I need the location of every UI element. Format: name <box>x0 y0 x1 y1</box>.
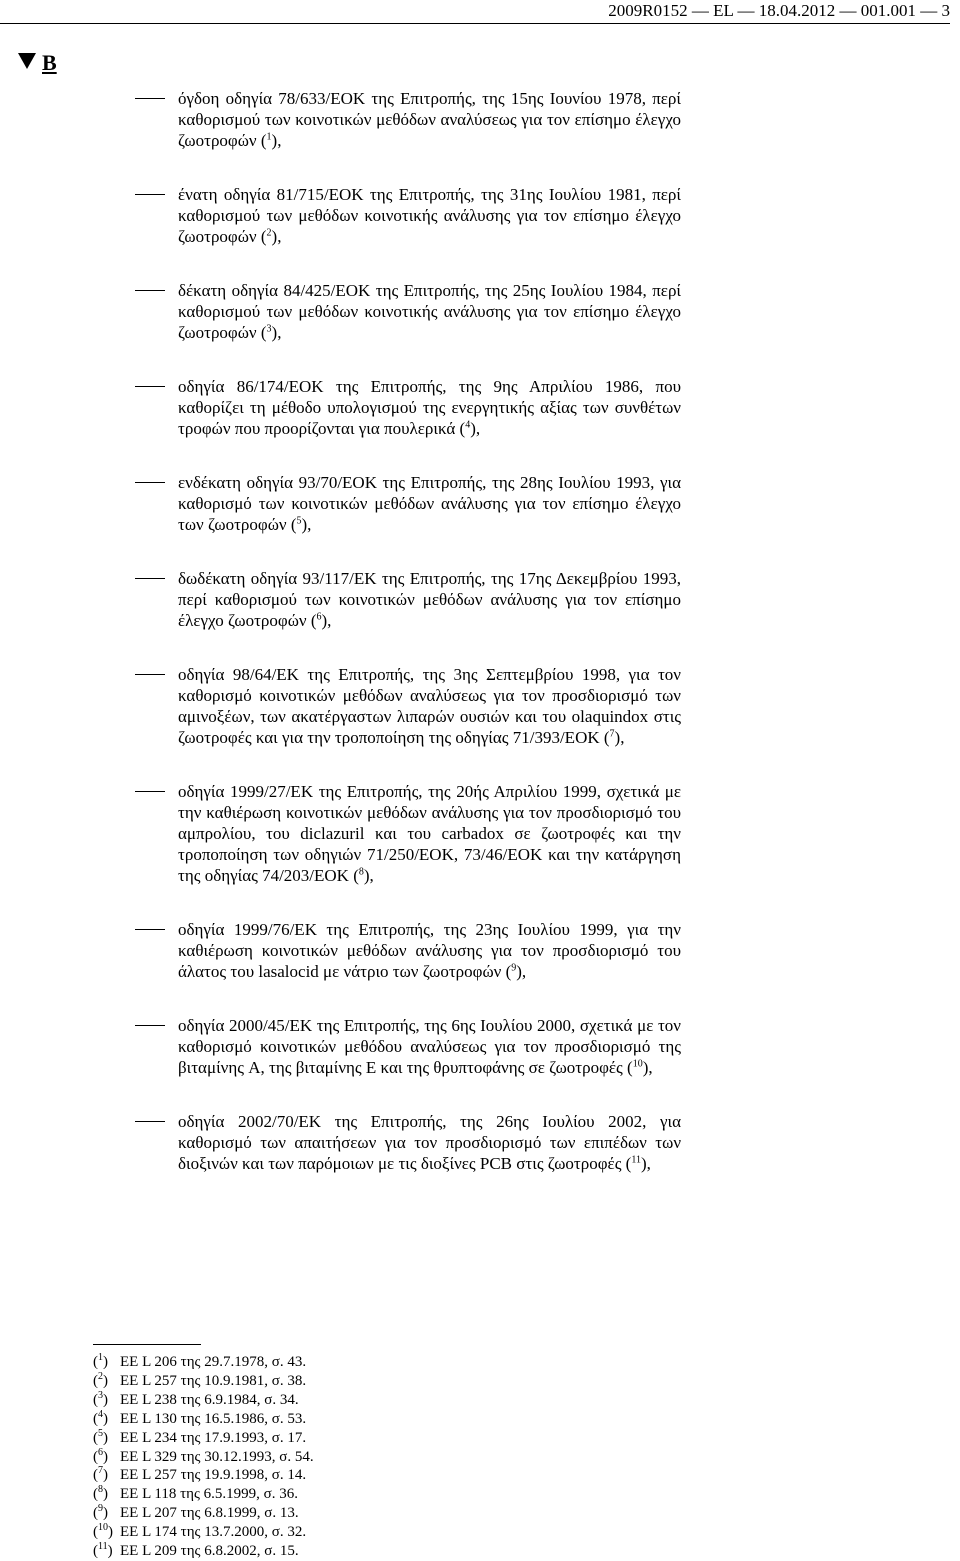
em-dash <box>135 674 165 675</box>
directive-entry <box>135 280 681 343</box>
footnote-ref[interactable]: 9 <box>511 962 517 974</box>
footnote-text: ΕΕ L 206 της 29.7.1978, σ. 43. <box>120 1354 307 1370</box>
footnote-text: ΕΕ L 174 της 13.7.2000, σ. 32. <box>120 1524 307 1541</box>
footnote-number: ($^7$) <box>93 1465 108 1484</box>
entry-text: οδηγία 1999/27/ΕΚ της Επιτροπής, της 20ής Απριλίου 1999, σχετικά με την καθιέρωση κοινοτικών μεθόδων ανάλυσης για τον προσδιορισμό του αμπρολίου, του diclazuril και του carbadox σε ζωοτροφές και την τροποποίηση των οδηγιών 71/250/ΕΟΚ, 73/46/ΕΟΚ και την κατάργηση της οδηγίας 74/203/ΕΟΚ ( <box>178 782 681 885</box>
directive-list <box>135 88 681 1207</box>
footnote-text: ΕΕ L 257 της 19.9.1998, σ. 14. <box>120 1467 307 1484</box>
footnote-number: ($^1$) <box>93 1352 108 1370</box>
footnote-number: ($^4$) <box>93 1408 108 1427</box>
em-dash <box>135 791 165 792</box>
footnote <box>93 1372 493 1391</box>
directive-entry <box>135 568 681 631</box>
footnote-ref[interactable]: 7 <box>609 728 615 740</box>
directive-entry <box>135 1111 681 1174</box>
entry-text: ένατη οδηγία 81/715/ΕΟΚ της Επιτροπής, της 31ης Ιουλίου 1981, περί καθορισμού των μεθόδων κοινοτικής ανάλυσης για τον επίσημο έλεγχο ζωοτροφών ( <box>178 185 681 246</box>
triangle-down-icon <box>18 53 36 69</box>
entry-tail: ), <box>271 131 282 150</box>
footnote-ref[interactable]: 2 <box>266 227 272 239</box>
entry-text: οδηγία 86/174/ΕΟΚ της Επιτροπής, της 9ης Απριλίου 1986, που καθορίζει τη μέθοδο υπολογισμού της ενεργητικής αξίας των συνθέτων τροφών που προορίζονται για πουλερικά ( <box>178 377 681 438</box>
entry-tail: ), <box>363 866 374 885</box>
entry-text: δωδέκατη οδηγία 93/117/ΕΚ της Επιτροπής, της 17ης Δεκεμβρίου 1993, περί καθορισμού των κοινοτικών μεθόδων ανάλυσης για τον επίσημο έλεγχο ζωοτροφών ( <box>178 569 681 630</box>
footnote-text: ΕΕ L 209 της 6.8.2002, σ. 15. <box>120 1543 299 1560</box>
footnote <box>93 1353 493 1372</box>
header-rule <box>0 23 950 24</box>
entry-tail: ), <box>516 962 527 981</box>
footnote-text: ΕΕ L 118 της 6.5.1999, σ. 36. <box>120 1486 299 1503</box>
footnote-number: ($^6$) <box>93 1446 108 1465</box>
em-dash <box>135 929 165 930</box>
entry-text: δέκατη οδηγία 84/425/ΕΟΚ της Επιτροπής, της 25ης Ιουλίου 1984, περί καθορισμού των μεθόδων κοινοτικής ανάλυσης για τον επίσημο έλεγχο ζωοτροφών ( <box>178 281 681 342</box>
footnote-text: ΕΕ L 207 της 6.8.1999, σ. 13. <box>120 1505 299 1522</box>
em-dash <box>135 290 165 291</box>
footnote <box>93 1523 493 1542</box>
footnote <box>93 1504 493 1523</box>
footnote-text: ΕΕ L 130 της 16.5.1986, σ. 53. <box>120 1410 307 1427</box>
entry-tail: ), <box>321 611 332 630</box>
entry-text: οδηγία 1999/76/ΕΚ της Επιτροπής, της 23ης Ιουλίου 1999, για την καθιέρωση κοινοτικών μεθόδων ανάλυσης για τον προσδιορισμό του άλατος του lasalocid με νάτριο των ζωοτροφών ( <box>178 920 681 981</box>
entry-tail: ), <box>271 323 282 342</box>
entry-tail: ), <box>640 1154 651 1173</box>
footnote-number: ($^5$) <box>93 1427 108 1446</box>
footnote <box>93 1391 493 1410</box>
directive-entry <box>135 88 681 151</box>
footnotes-list <box>93 1353 493 1561</box>
directive-entry <box>135 376 681 439</box>
footnote-text: ΕΕ L 329 της 30.12.1993, σ. 54. <box>120 1448 314 1465</box>
entry-tail: ), <box>470 419 481 438</box>
directive-entry <box>135 781 681 886</box>
em-dash <box>135 1025 165 1026</box>
footnote <box>93 1448 493 1467</box>
directive-entry <box>135 184 681 247</box>
footnote-ref[interactable]: 4 <box>465 419 471 431</box>
footnote-number: ($^9$) <box>93 1503 108 1522</box>
directive-entry <box>135 919 681 982</box>
entry-tail: ), <box>301 515 312 534</box>
entry-tail: ), <box>271 227 282 246</box>
footnote-ref[interactable]: 3 <box>266 323 272 335</box>
amendment-marker[interactable] <box>18 51 57 75</box>
footnote-number: ($^{11}$) <box>93 1541 113 1560</box>
entry-text: οδηγία 98/64/ΕΚ της Επιτροπής, της 3ης Σεπτεμβρίου 1998, για τον καθορισμό κοινοτικών μεθόδων αναλύσεως για τον προσδιορισμό των αμινοξέων, των ακατέργαστων λιπαρών ουσιών και του olaquindox στις ζωοτροφές και για την τροποποίηση της οδηγίας 71/393/ΕΟΚ ( <box>178 665 681 747</box>
footnote-number: ($^3$) <box>93 1389 108 1408</box>
em-dash <box>135 578 165 579</box>
em-dash <box>135 98 165 99</box>
em-dash <box>135 194 165 195</box>
footnote-text: ΕΕ L 238 της 6.9.1984, σ. 34. <box>120 1391 299 1408</box>
page-header <box>0 0 950 22</box>
footnote-text: ΕΕ L 257 της 10.9.1981, σ. 38. <box>120 1372 307 1389</box>
directive-entry <box>135 472 681 535</box>
entry-text: οδηγία 2002/70/ΕΚ της Επιτροπής, της 26ης Ιουλίου 2002, για καθορισμό των απαιτήσεων για τον προσδιορισμό των επιπέδων των διοξινών και των παρόμοιων με τις διοξίνες PCB στις ζωοτροφές ( <box>178 1112 681 1173</box>
entry-tail: ), <box>614 728 625 747</box>
footnote-ref[interactable]: 6 <box>316 611 322 623</box>
footnote-ref[interactable]: 8 <box>358 866 364 878</box>
entry-tail: ), <box>642 1058 653 1077</box>
document-reference: 2009R0152 — EL — 18.04.2012 — 001.001 — 3 <box>608 1 950 20</box>
footnote-number: ($^8$) <box>93 1484 108 1503</box>
amendment-marker-label: B <box>42 50 57 75</box>
footnote-ref[interactable]: 11 <box>631 1154 641 1166</box>
entry-text: οδηγία 2000/45/ΕΚ της Επιτροπής, της 6ης Ιουλίου 2000, σχετικά με τον καθορισμό κοινοτικών μεθόδου αναλύσεως για τον προσδιορισμό της βιταμίνης A, της βιταμίνης E και της θρυπτοφάνης σε ζωοτροφές ( <box>178 1016 681 1077</box>
directive-entry <box>135 1015 681 1078</box>
em-dash <box>135 1121 165 1122</box>
footnote-text: ΕΕ L 234 της 17.9.1993, σ. 17. <box>120 1429 307 1446</box>
footnote <box>93 1542 493 1561</box>
entry-text: όγδοη οδηγία 78/633/ΕΟΚ της Επιτροπής, της 15ης Ιουνίου 1978, περί καθορισμού των κοινοτικών μεθόδων αναλύσεως για τον επίσημο έλεγχο ζωοτροφών ( <box>178 89 681 150</box>
footnote <box>93 1410 493 1429</box>
em-dash <box>135 482 165 483</box>
footnote <box>93 1429 493 1448</box>
footnote <box>93 1466 493 1485</box>
directive-entry <box>135 664 681 748</box>
footnote-separator <box>93 1344 201 1345</box>
entry-text: ενδέκατη οδηγία 93/70/ΕΟΚ της Επιτροπής, της 28ης Ιουλίου 1993, για καθορισμό των κοινοτικών μεθόδων ανάλυσης για τον επίσημο έλεγχο των ζωοτροφών ( <box>178 473 681 534</box>
em-dash <box>135 386 165 387</box>
footnote-ref[interactable]: 10 <box>632 1058 643 1070</box>
footnote <box>93 1485 493 1504</box>
footnote-ref[interactable]: 1 <box>266 131 272 143</box>
footnote-number: ($^2$) <box>93 1370 108 1389</box>
footnote-ref[interactable]: 5 <box>296 515 302 527</box>
footnote-number: ($^{10}$) <box>93 1522 113 1541</box>
